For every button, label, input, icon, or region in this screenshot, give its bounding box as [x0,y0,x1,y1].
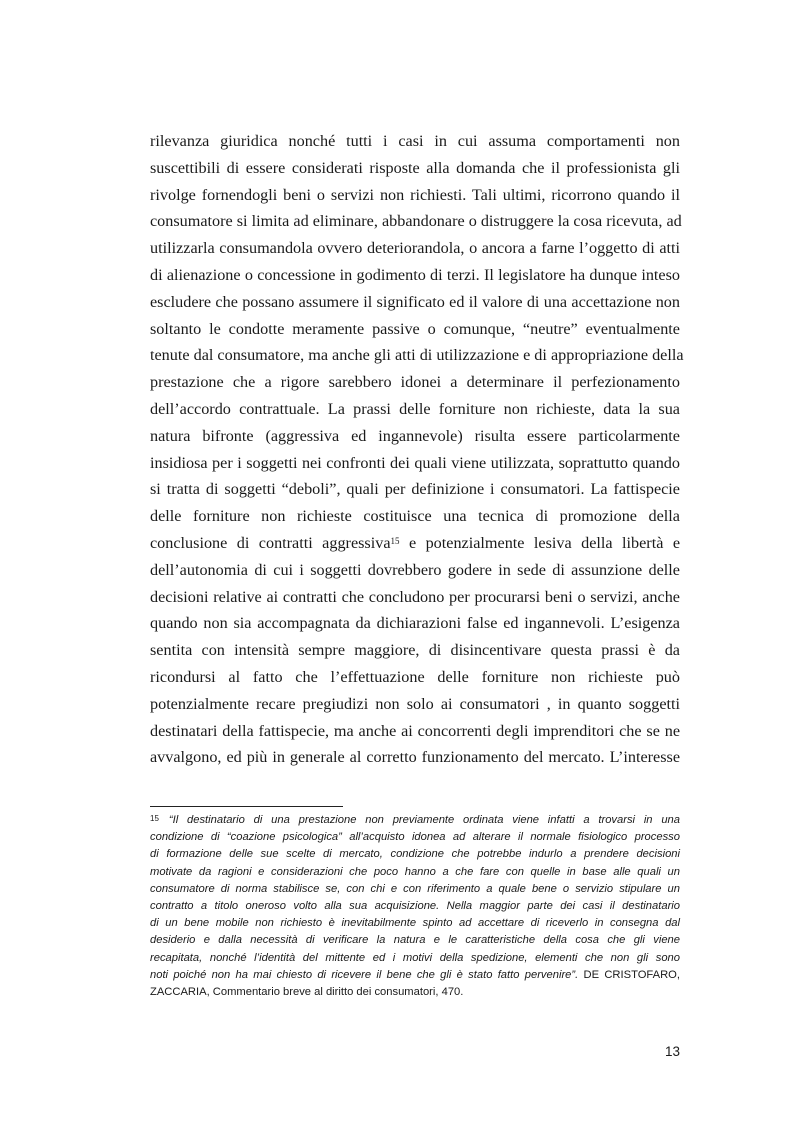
footnote-citation: ZACCARIA, Commentario breve al diritto dei consumatori, 470. [150,985,464,998]
body-line: ricondursi al fatto che l’effettuazione delle forniture non richieste può [150,667,680,686]
footnote-line: contratto a titolo oneroso volto alla sua acquisizione. Nella maggior parte dei casi il destinatario [150,899,680,912]
body-line: di alienazione o concessione in godimento di terzi. Il legislatore ha dunque inteso [150,265,680,284]
body-line: dell’autonomia di cui i soggetti dovrebbero godere in sede di assunzione delle [150,560,680,579]
body-line: si tratta di soggetti “deboli”, quali per definizione i consumatori. La fattispecie [150,480,680,499]
footnote-line: noti poiché non ha mai chiesto di ricevere il bene che gli è stato fatto pervenire”. DE CRISTOFARO, [150,968,680,981]
body-line: avvalgono, ed più in generale al corretto funzionamento del mercato. L’interesse [150,748,680,767]
footnote [150,812,680,1001]
footnote-separator [150,806,343,807]
body-line: consumatore si limita ad eliminare, abbandonare o distruggere la cosa ricevuta, ad [150,212,682,231]
body-line: rilevanza giuridica nonché tutti i casi in cui assuma comportamenti non [150,132,680,150]
footnote-line: di formazione delle sue scelte di mercato, condizione che potrebbe indurlo a prendere decisioni [150,848,680,861]
footnote-line: recapitata, nonché l’identità del mittente ed i motivi della spedizione, elementi che non gli sono [150,951,680,964]
body-line-with-footnote-ref [150,530,680,557]
body-line: decisioni relative ai contratti che concludono per procurarsi beni o servizi, anche [150,587,680,606]
body-text [150,128,684,771]
body-line: rivolge fornendogli beni o servizi non richiesti. Tali ultimi, ricorrono quando il [150,185,680,204]
body-line: dell’accordo contrattuale. La prassi delle forniture non richieste, data la sua [150,399,680,418]
body-line: prestazione che a rigore sarebbero idonei a determinare il perfezionamento [150,373,680,392]
footnote-marker: 15 [150,814,159,823]
footnote-line: desiderio e dalla necessità di verificare la natura e le caratteristiche della cosa che gli viene [150,934,680,947]
body-line: natura bifronte (aggressiva ed ingannevole) risulta essere particolarmente [150,426,680,445]
body-line: delle forniture non richieste costituisce una tecnica di promozione della [150,507,680,526]
body-line-head: conclusione di contratti aggressiva [150,533,391,552]
body-line: soltanto le condotte meramente passive o comunque, “neutre” eventualmente [150,319,680,338]
body-line: quando non sia accompagnata da dichiarazioni false ed ingannevoli. L’esigenza [150,614,680,633]
body-line: potenzialmente recare pregiudizi non solo ai consumatori , in quanto soggetti [150,694,680,713]
footnote-line: $^{15}$ “Il destinatario di una prestazione non previamente ordinata viene infatti a trovarsi in una [150,814,680,826]
footnote-reference[interactable]: 15 [390,535,400,546]
footnote-citation-author: DE CRISTOFARO, [578,968,680,981]
footnote-line: condizione di “coazione psicologica” all’acquisto idonea ad alterare il normale fisiologico processo [150,831,680,844]
body-line-tail: e potenzialmente lesiva della libertà e [399,533,681,552]
footnote-line: di un bene mobile non richiesto è inevitabilmente spinto ad accettare di riceverlo in consegna dal [150,917,680,930]
body-line: escludere che possano assumere il significato ed il valore di una accettazione non [150,292,680,311]
footnote-line: motivate da ragioni e considerazioni che poco hanno a che fare con quelle in base alle quali un [150,865,680,878]
body-line: insidiosa per i soggetti nei confronti dei quali viene utilizzata, soprattutto quando [150,453,680,472]
body-line: sentita con intensità sempre maggiore, di disincentivare questa prassi è da [150,641,680,660]
page-number: 13 [664,1044,680,1059]
body-line: tenute dal consumatore, ma anche gli atti di utilizzazione e di appropriazione della [150,346,684,365]
body-line: suscettibili di essere considerati risposte alla domanda che il professionista gli [150,158,680,177]
body-line: destinatari della fattispecie, ma anche ai concorrenti degli imprenditori che se ne [150,721,680,740]
footnote-line: consumatore di norma stabilisce se, con chi e con riferimento a quale bene o servizio stipulare un [150,882,680,895]
body-line: utilizzarla consumandola ovvero deteriorandola, o ancora a farne l’oggetto di atti [150,239,680,258]
